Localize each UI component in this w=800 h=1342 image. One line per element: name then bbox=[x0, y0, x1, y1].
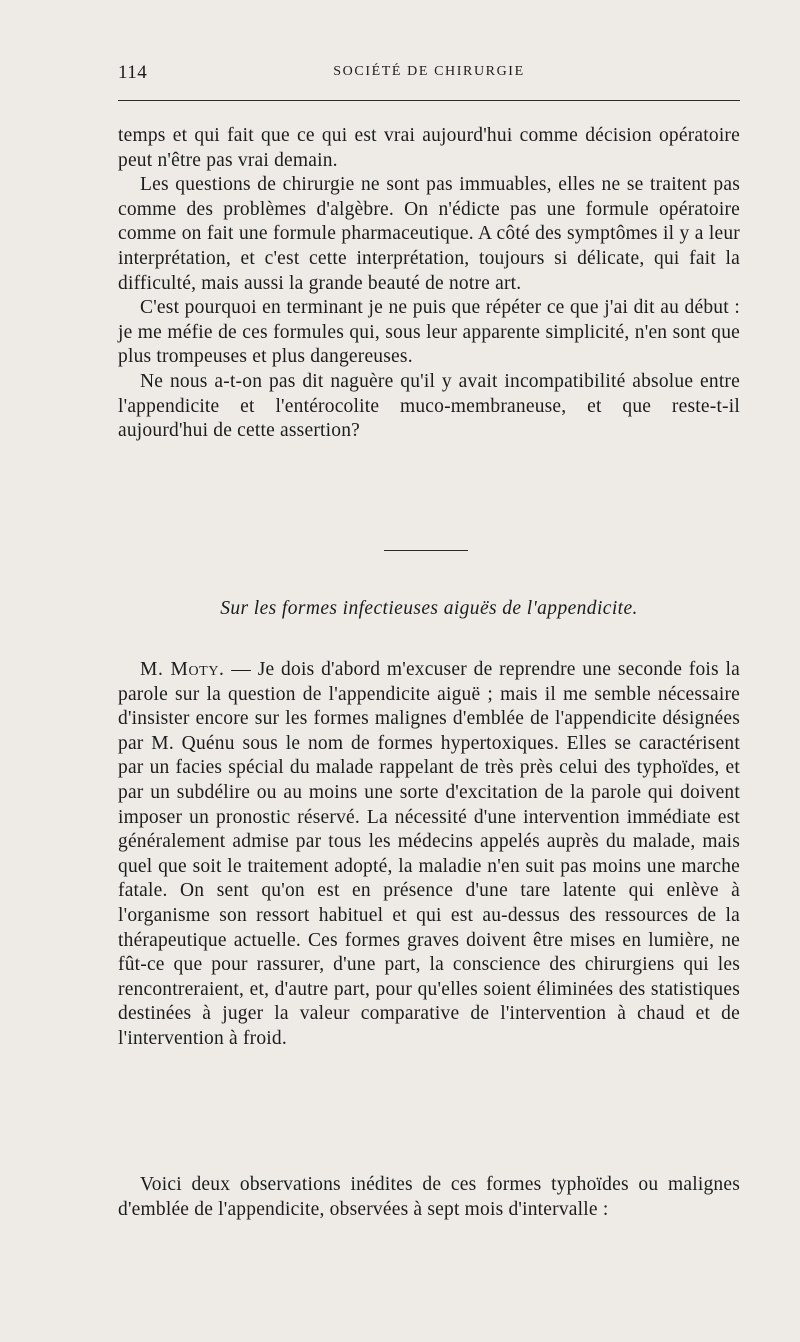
text-block-observations bbox=[118, 1173, 740, 1222]
section-title: Sur les formes infectieuses aiguës de l'appendicite. bbox=[220, 598, 638, 619]
paragraph-text: — Je dois d'abord m'excuser de reprendre une seconde fois la parole sur la question de l'appendicite aiguë ; mais il me semble nécessaire d'insister encore sur les formes malignes d'emblée de l'appendicite désignées par M. Quénu sous le nom de formes hypertoxiques. Elles se caractérisent par un facies spécial du malade rappelant de très près celui des typhoïdes, et par un subdélire ou au moins une sorte d'excitation de la parole qui doivent imposer un pronostic réservé. La nécessité d'une intervention immédiate est généralement admise par tous les médecins appelés auprès du malade, mais quel que soit le traitement adopté, la maladie n'en suit pas moins une marche fatale. On sent qu'on est en présence d'une tare latente qui enlève à l'organisme son ressort habituel et qui est au-dessus des ressources de la thérapeutique actuelle. Ces formes graves doivent être mises en lumière, ne fût-ce que pour rassurer, d'une part, la conscience des chirurgiens qui les rencontreraient, et, d'autre part, pour qu'elles soient éliminées des statistiques destinées à juger la valeur comparative de l'intervention à chaud et de l'intervention à froid. bbox=[118, 659, 741, 1049]
section-divider bbox=[384, 550, 468, 551]
page-header bbox=[118, 62, 740, 86]
paragraph bbox=[118, 658, 740, 1052]
page-number: 114 bbox=[118, 62, 148, 83]
text-block-previous-discussion bbox=[118, 124, 740, 444]
speaker-name: M. Moty. bbox=[140, 659, 225, 680]
header-rule bbox=[118, 100, 740, 101]
paragraph: Voici deux observations inédites de ces formes typhoïdes ou malignes d'emblée de l'appendicite, observées à sept mois d'intervalle : bbox=[118, 1174, 740, 1220]
text-block-moty bbox=[118, 658, 740, 1052]
running-head: SOCIÉTÉ DE CHIRURGIE bbox=[333, 64, 525, 79]
paragraph: Ne nous a-t-on pas dit naguère qu'il y avait incompatibilité absolue entre l'appendicite et l'entérocolite muco-membraneuse, et que reste-t-il aujourd'hui de cette assertion? bbox=[118, 370, 740, 442]
paragraph: C'est pourquoi en terminant je ne puis que répéter ce que j'ai dit au début : je me méfie de ces formules qui, sous leur apparente simplicité, n'en sont que plus trompeuses et plus dangereuses. bbox=[118, 297, 740, 368]
paragraph: temps et qui fait que ce qui est vrai aujourd'hui comme décision opératoire peut n'être pas vrai demain. bbox=[118, 125, 740, 171]
paragraph: Les questions de chirurgie ne sont pas immuables, elles ne se traitent pas comme des problèmes d'algèbre. On n'édicte pas une formule opératoire comme on fait une formule pharmaceutique. A côté des symptômes il y a leur interprétation, et c'est cette interprétation, toujours si délicate, qui fait la difficulté, mais aussi la grande beauté de notre art. bbox=[118, 174, 740, 294]
